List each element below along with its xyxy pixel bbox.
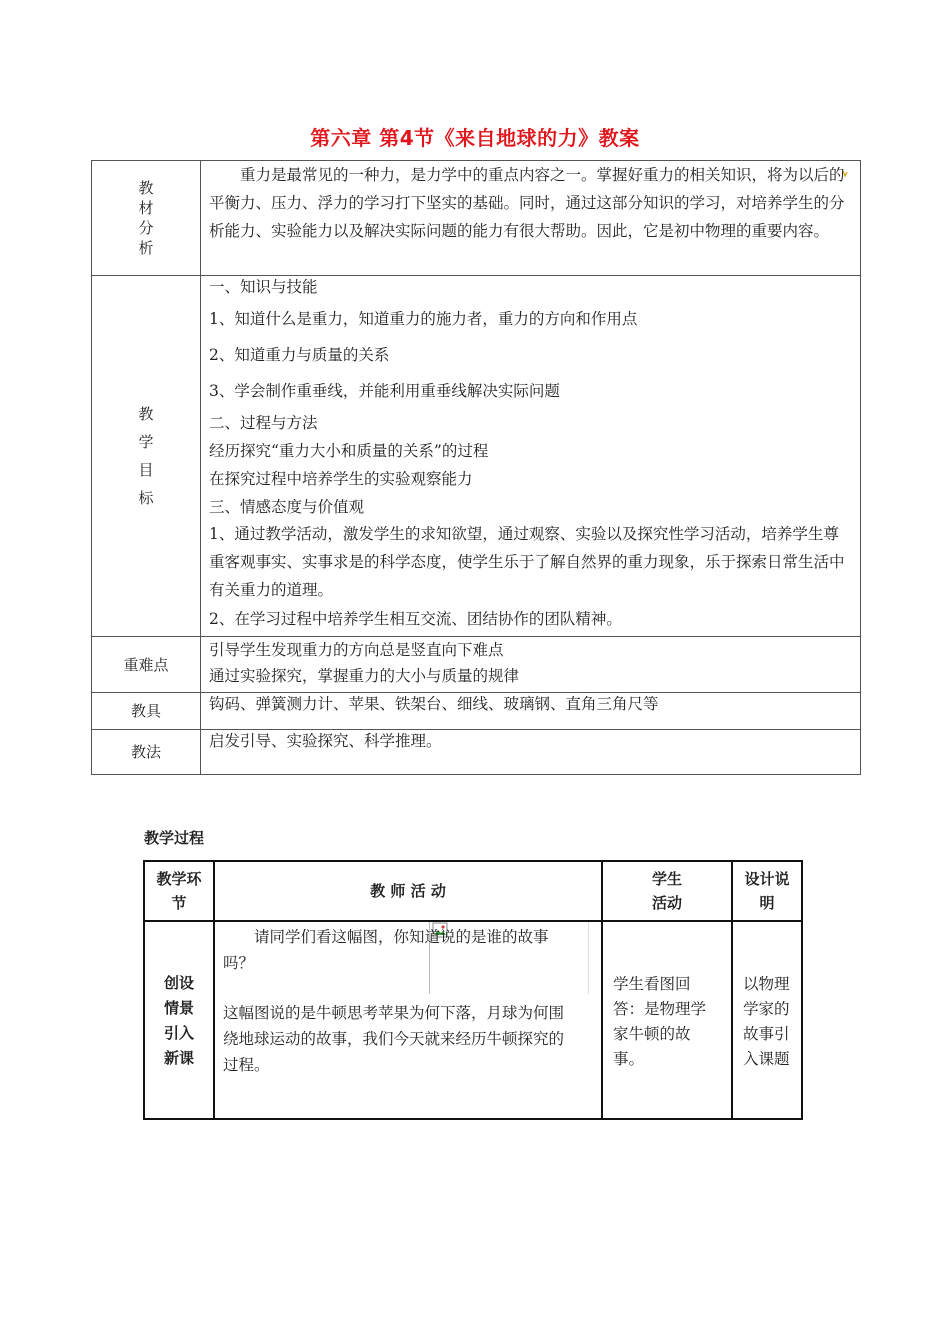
goal-item: 在探究过程中培养学生的实验观察能力 xyxy=(209,470,473,488)
header-stage: 教学环 节 xyxy=(145,862,215,920)
method-text: 启发引导、实验探究、科学推理。 xyxy=(209,732,442,750)
teacher-line: 这幅图说的是牛顿思考苹果为何下落，月球为何围 xyxy=(223,1004,565,1022)
goal-heading: 一、知识与技能 xyxy=(209,278,318,296)
goal-item: 1、通过教学活动，激发学生的求知欲望，通过观察、实验以及探究性学习活动，培养学生尊重客观事实、实事求是的科学态度，使学生乐于了解自然界的重力现象，乐于探索日常生活中有关重力的道理。 xyxy=(209,525,845,599)
process-row xyxy=(145,922,801,1120)
goal-item: 2、知道重力与质量的关系 xyxy=(209,346,390,364)
material-analysis-label: 教 材 分 析 xyxy=(92,161,201,275)
key-points-row xyxy=(92,636,860,692)
goal-item: 经历探究“重力大小和质量的关系”的过程 xyxy=(209,442,489,460)
student-activity-cell: 学生看图回 答：是物理学 家牛顿的故 事。 xyxy=(603,922,733,1120)
goal-item: 3、学会制作重垂线，并能利用重垂线解决实际问题 xyxy=(209,382,560,400)
teaching-goals-label: 教 学 目 标 xyxy=(92,276,201,636)
header-design: 设计说 明 xyxy=(744,870,790,912)
process-table xyxy=(143,860,803,1120)
goal-item: 2、在学习过程中培养学生相互交流、团结协作的团队精神。 xyxy=(209,610,622,628)
material-analysis-text: 重力是最常见的一种力，是力学中的重点内容之一。掌握好重力的相关知识，将为以后的平衡力、压力、浮力的学习打下坚实的基础。同时，通过这部分知识的学习，对培养学生的分析能力、实验能力以及解决实际问题的能力有很大帮助。因此，它是初中物理的重要内容。 xyxy=(209,166,845,240)
header-teacher: 教 师 活 动 xyxy=(215,862,603,920)
teaching-goals-row xyxy=(92,275,860,636)
teacher-line: 吗？ xyxy=(223,954,255,972)
method-row xyxy=(92,729,860,774)
page-title: 第六章 第4节《来自地球的力》教案 xyxy=(310,126,640,150)
tools-label: 教具 xyxy=(92,693,201,729)
method-label: 教法 xyxy=(92,730,201,774)
goal-heading: 二、过程与方法 xyxy=(209,414,318,432)
material-analysis-row xyxy=(92,161,860,275)
tools-text: 钩码、弹簧测力计、苹果、铁架台、细线、玻璃钢、直角三角尺等 xyxy=(209,695,659,713)
teacher-activity-cell xyxy=(215,922,603,1120)
stage-cell: 创设 情景 引入 新课 xyxy=(145,922,215,1120)
overview-table xyxy=(91,160,861,775)
key-point: 通过实验探究，掌握重力的大小与质量的规律 xyxy=(209,667,520,685)
key-points-label: 重难点 xyxy=(92,637,201,692)
goal-heading: 三、情感态度与价值观 xyxy=(209,498,365,516)
tools-row xyxy=(92,692,860,729)
design-note-cell: 以物理 学家的 故事引 入课题 xyxy=(743,975,790,1068)
header-student: 学生 活动 xyxy=(603,862,733,920)
teacher-line: 绕地球运动的故事，我们今天就来经历牛顿探究的 xyxy=(223,1030,565,1048)
process-header-row xyxy=(145,862,801,922)
teacher-line: 过程。 xyxy=(223,1056,270,1074)
key-point: 引导学生发现重力的方向总是竖直向下难点 xyxy=(209,641,504,659)
teacher-line: 请同学们看这幅图，你知道说的是谁的故事 xyxy=(254,928,549,946)
section-title: 教学过程 xyxy=(144,829,205,847)
goal-item: 1、知道什么是重力，知道重力的施力者，重力的方向和作用点 xyxy=(209,310,638,328)
